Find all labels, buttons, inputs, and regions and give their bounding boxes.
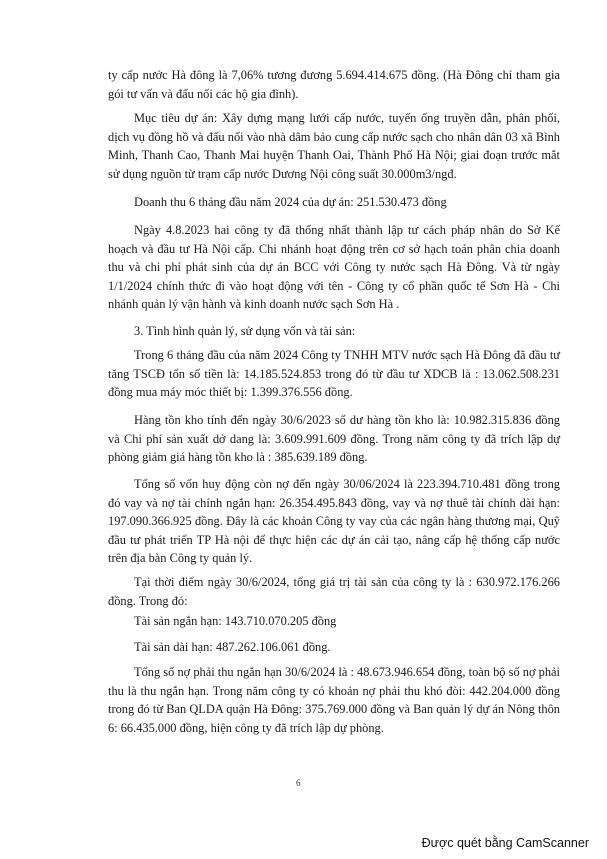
paragraph-fixed-assets: Trong 6 tháng đầu của năm 2024 Công ty TNHH MTV nước sạch Hà Đông đã đầu tư tăng TSCĐ tổn số tiền là: 14.185.524.853 trong đó từ đầu tư XDCB là : 13.062.508.231 đồng mua máy móc thiết bị: 1.399.376.556 đồng. <box>108 348 560 400</box>
long-term-assets: Tài sản dài hạn: 487.262.106.061 đồng. <box>134 640 331 654</box>
section-heading-3: 3. Tình hình quản lý, sử dụng vốn và tài sản: <box>134 324 356 338</box>
paragraph-receivables: Tổng số nợ phải thu ngắn hạn 30/6/2024 là : 48.673.946.654 đồng, toàn bộ số nợ phải thu là thu ngắn hạn. Trong năm công ty có khoản nợ phải thu khó đòi: 442.204.000 đồng trong đó từ Ban QLDA quận Hà Đông: 375.769.000 đồng và Ban quản lý dự án Nông thôn 6: 66.435.000 đồng, hiện công ty đã trích lập dự phòng. <box>108 665 560 735</box>
paragraph-revenue: Doanh thu 6 tháng đầu năm 2024 của dự án: 251.530.473 đồng <box>134 195 447 209</box>
paragraph-inventory: Hàng tồn kho tính đến ngày 30/6/2023 số dư hàng tồn kho là: 10.982.315.836 đồng và Chi phí sản xuất dở dang là: 3.609.991.609 đồng. Trong năm công ty đã trích lập dự phòng giảm giá hàng tồn kho là : 385.639.189 đồng. <box>108 413 560 465</box>
paragraph-1: ty cấp nước Hà đông là 7,06% tương đương 5.694.414.675 đồng. (Hà Đông chỉ tham gia gói tư vấn và đấu nối các hộ gia đình). <box>108 68 560 101</box>
paragraph-legal-entity: Ngày 4.8.2023 hai công ty đã thống nhất thành lập tư cách pháp nhân do Sở Kế hoạch và đầu tư Hà Nội cấp. Chi nhánh hoạt động trên cơ sở hạch toán phân chia doanh thu và chi phí phát sinh của dự án BCC với Công ty nước sạch Hà Đông. Và từ ngày 1/1/2024 chính thức đi vào hoạt động với tên - Công ty cổ phần quốc tế Sơn Hà - Chi nhánh quản lý vận hành và kinh doanh nước sạch Sơn Hà . <box>108 223 560 312</box>
paragraph-total-assets: Tại thời điểm ngày 30/6/2024, tổng giá trị tài sản của công ty là : 630.972.176.266 đồng. Trong đó: <box>108 575 560 608</box>
camscanner-watermark: Được quét bằng CamScanner <box>421 836 589 850</box>
paragraph-project-objective: Mục tiêu dự án: Xây dựng mạng lưới cấp nước, tuyến ống truyền dẫn, phân phối, dịch vụ đồng hồ và đấu nối vào nhà dâm bảo cung cấp nước sạch cho nhân dân 03 xã Bình Minh, Thanh Cao, Thanh Mai huyện Thanh Oai, Thành Phố Hà Nội; giai đoạn trước mắt sử dụng nguồn từ trạm cấp nước Dương Nội công suất 30.000m3/ngđ. <box>108 111 560 181</box>
page-number: 6 <box>296 778 301 788</box>
paragraph-capital: Tổng số vốn huy động còn nợ đến ngày 30/06/2024 là 223.394.710.481 đồng trong đó vay và nợ tài chính ngắn hạn: 26.354.495.843 đồng, vay và nợ thuê tài chính dài hạn: 197.090.366.925 đồng. Đây là các khoản Công ty vay của các ngân hàng thương mại, Quỹ đầu tư phát triển TP Hà nội để thực hiện các dự án cải tạo, nâng cấp hệ thống cấp nước trên địa bàn Công ty quản lý. <box>108 477 560 566</box>
short-term-assets: Tài sản ngắn hạn: 143.710.070.205 đồng <box>134 614 337 628</box>
